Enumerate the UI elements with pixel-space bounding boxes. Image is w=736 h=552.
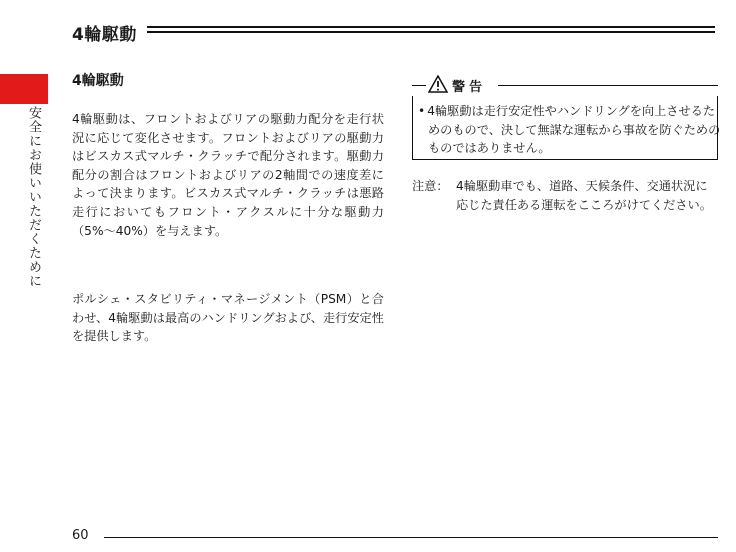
warning-triangle-icon bbox=[428, 75, 448, 93]
bullet-marker: • bbox=[418, 104, 426, 118]
body-paragraph-2: ポルシェ・スタビリティ・マネージメント（PSM）と合わせ、4輪駆動は最高のハンドリングおよび、走行安定性を提供します。 bbox=[72, 292, 384, 344]
header-double-rule bbox=[147, 26, 715, 33]
page-number: 60 bbox=[72, 528, 89, 543]
body-paragraph-1: 4輪駆動は、フロントおよびリアの駆動力配分を走行状況に応じて変化させます。フロントおよびリアの駆動力はビスカス式マルチ・クラッチで配分されます。駆動力配分の割合はフロントおよびリアの2軸間での速度差によって決まります。ビスカス式マルチ・クラッチは悪路走行においてもフロント・アクスルに十分な駆動力（5%〜40%）を与えます。 bbox=[72, 112, 384, 238]
note-text: 4輪駆動車でも、道路、天候条件、交通状況に応じた責任ある運転をこころがけてください。 bbox=[456, 179, 712, 212]
warning-rule-right bbox=[498, 85, 718, 86]
footer-rule bbox=[104, 537, 718, 538]
warning-heading-text: 警告 bbox=[452, 80, 487, 95]
warning-text-body: 4輪駆動は走行安定性やハンドリングを向上させるためのもので、決して無謀な運転から事故を防ぐためのものではありません。 bbox=[427, 104, 721, 156]
warning-heading bbox=[412, 78, 718, 95]
note-label: 注意： bbox=[412, 179, 449, 193]
warning-rule-left bbox=[412, 85, 426, 86]
section-title: 4輪駆動 bbox=[72, 73, 124, 89]
page-header-title: 4輪駆動 bbox=[72, 25, 137, 45]
chapter-tab-marker bbox=[0, 74, 48, 104]
warning-text bbox=[418, 102, 724, 158]
chapter-side-label: 安全にお使いいただくために bbox=[26, 106, 41, 288]
